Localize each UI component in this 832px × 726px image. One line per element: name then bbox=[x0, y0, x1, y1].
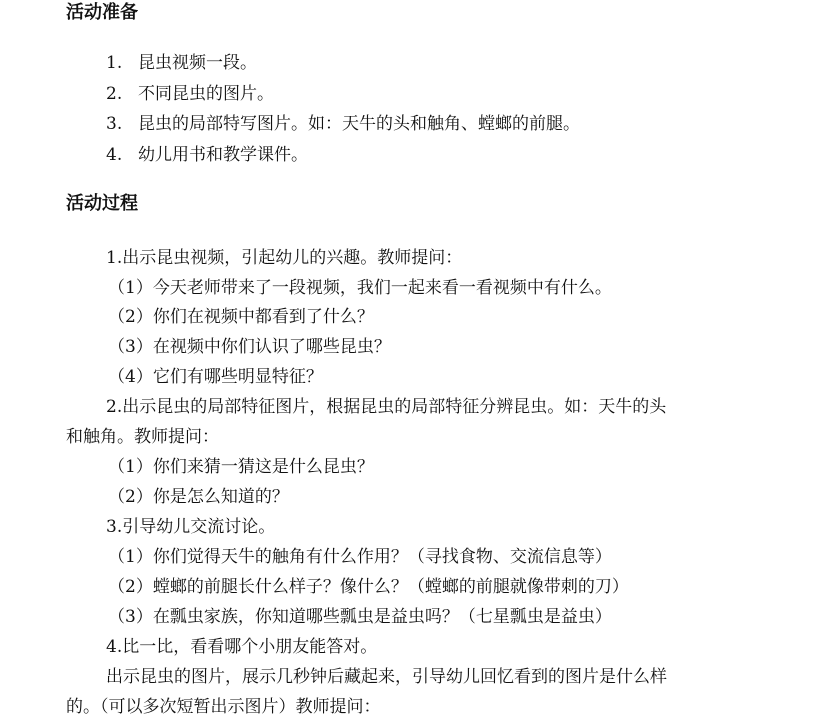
list-item-number: 2. bbox=[106, 84, 123, 104]
step-line: 1.出示昆虫视频，引起幼儿的兴趣。教师提问： bbox=[106, 248, 463, 268]
list-item-text: 幼儿用书和教学课件。 bbox=[138, 145, 308, 165]
section-heading-preparation: 活动准备 bbox=[66, 2, 138, 23]
step-line: 4.比一比，看看哪个小朋友能答对。 bbox=[106, 637, 378, 657]
list-item-number: 3. bbox=[106, 114, 123, 134]
question-line: （2）你是怎么知道的？ bbox=[108, 487, 289, 507]
list-item-number: 1. bbox=[106, 53, 123, 73]
paragraph-line: 出示昆虫的图片，展示几秒钟后藏起来，引导幼儿回忆看到的图片是什么样 bbox=[106, 667, 667, 687]
question-line: （3）在瓢虫家族，你知道哪些瓢虫是益虫吗？（七星瓢虫是益虫） bbox=[108, 607, 612, 627]
list-item-text: 昆虫的局部特写图片。如：天牛的头和触角、螳螂的前腿。 bbox=[138, 114, 580, 134]
question-line: （4）它们有哪些明显特征？ bbox=[108, 367, 323, 387]
question-line: （1）今天老师带来了一段视频，我们一起来看一看视频中有什么。 bbox=[108, 278, 612, 298]
step-line: 2.出示昆虫的局部特征图片，根据昆虫的局部特征分辨昆虫。如：天牛的头 bbox=[106, 397, 667, 417]
continuation-line: 的。（可以多次短暂出示图片）教师提问： bbox=[66, 697, 381, 717]
question-line: （2）螳螂的前腿长什么样子？像什么？（螳螂的前腿就像带刺的刀） bbox=[108, 577, 629, 597]
continuation-line: 和触角。教师提问： bbox=[66, 427, 219, 447]
section-heading-process: 活动过程 bbox=[66, 193, 138, 214]
list-item-text: 不同昆虫的图片。 bbox=[138, 84, 274, 104]
list-item bbox=[106, 82, 274, 106]
list-item bbox=[106, 112, 580, 136]
list-item-number: 4. bbox=[106, 145, 123, 165]
list-item bbox=[106, 143, 308, 167]
question-line: （2）你们在视频中都看到了什么？ bbox=[108, 307, 374, 327]
question-line: （1）你们觉得天牛的触角有什么作用？（寻找食物、交流信息等） bbox=[108, 547, 612, 567]
question-line: （1）你们来猜一猜这是什么昆虫？ bbox=[108, 457, 374, 477]
step-line: 3.引导幼儿交流讨论。 bbox=[106, 517, 276, 537]
list-item bbox=[106, 51, 257, 75]
list-item-text: 昆虫视频一段。 bbox=[138, 53, 257, 73]
question-line: （3）在视频中你们认识了哪些昆虫？ bbox=[108, 337, 391, 357]
